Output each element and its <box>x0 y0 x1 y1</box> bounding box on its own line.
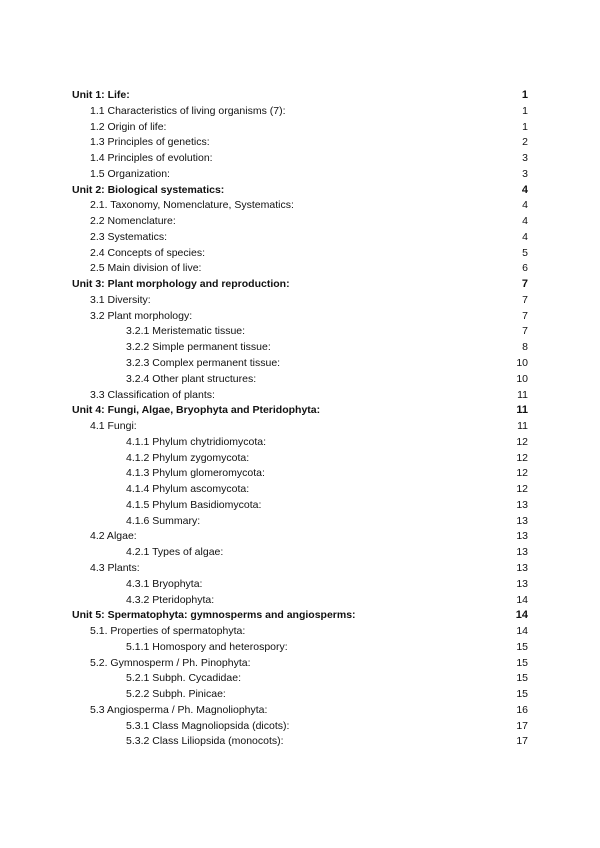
toc-section-entry[interactable] <box>72 624 528 640</box>
toc-subsection-entry[interactable] <box>72 593 528 609</box>
toc-subsection-entry[interactable] <box>72 340 528 356</box>
toc-entry-page-number: 2 <box>522 136 528 149</box>
toc-entry-page-number: 10 <box>516 357 528 370</box>
toc-subsection-entry[interactable] <box>72 719 528 735</box>
toc-entry-page-number: 11 <box>517 388 528 401</box>
toc-section-entry[interactable] <box>72 293 528 309</box>
toc-entry-page-number: 13 <box>516 514 528 527</box>
toc-entry-page-number: 15 <box>516 656 528 669</box>
toc-entry-page-number: 11 <box>517 420 528 433</box>
toc-entry-page-number: 12 <box>516 483 528 496</box>
toc-entry-title: 1.4 Principles of evolution: <box>90 152 213 165</box>
toc-entry-title: 4.1.6 Summary: <box>126 514 201 527</box>
toc-section-entry[interactable] <box>72 388 528 404</box>
toc-section-entry[interactable] <box>72 135 528 151</box>
toc-entry-page-number: 16 <box>516 703 528 716</box>
toc-section-entry[interactable] <box>72 561 528 577</box>
toc-entry-page-number: 13 <box>516 546 528 559</box>
toc-section-entry[interactable] <box>72 214 528 230</box>
toc-entry-page-number: 1 <box>521 89 528 101</box>
toc-entry-title: 5.3 Angiosperma / Ph. Magnoliophyta: <box>90 703 268 716</box>
table-of-contents <box>72 88 528 750</box>
toc-entry-page-number: 7 <box>522 293 528 306</box>
toc-entry-title: 5.2.2 Subph. Pinicae: <box>126 688 226 701</box>
toc-entry-title: 3.2.1 Meristematic tissue: <box>126 325 246 338</box>
toc-entry-title: Unit 1: Life: <box>72 89 130 101</box>
toc-subsection-entry[interactable] <box>72 545 528 561</box>
toc-entry-page-number: 8 <box>522 341 528 354</box>
toc-entry-title: 4.2.1 Types of algae: <box>126 546 224 559</box>
toc-entry-page-number: 3 <box>522 167 528 180</box>
toc-entry-title: 5.3.1 Class Magnoliopsida (dicots): <box>126 719 290 732</box>
toc-entry-page-number: 12 <box>516 435 528 448</box>
toc-entry-page-number: 1 <box>522 104 528 117</box>
toc-section-entry[interactable] <box>72 198 528 214</box>
toc-subsection-entry[interactable] <box>72 324 528 340</box>
toc-entry-page-number: 4 <box>522 230 528 243</box>
toc-entry-page-number: 13 <box>516 577 528 590</box>
toc-entry-page-number: 6 <box>522 262 528 275</box>
toc-entry-title: 3.1 Diversity: <box>90 293 151 306</box>
toc-entry-title: 5.1. Properties of spermatophyta: <box>90 625 246 638</box>
toc-subsection-entry[interactable] <box>72 451 528 467</box>
toc-entry-title: 4.2 Algae: <box>90 530 137 543</box>
toc-entry-title: 2.4 Concepts of species: <box>90 246 205 259</box>
toc-subsection-entry[interactable] <box>72 734 528 750</box>
toc-section-entry[interactable] <box>72 230 528 246</box>
toc-entry-title: Unit 2: Biological systematics: <box>72 183 225 196</box>
toc-entry-title: 4.1.5 Phylum Basidiomycota: <box>126 498 262 511</box>
toc-entry-page-number: 7 <box>522 309 528 322</box>
toc-entry-title: 3.2.4 Other plant structures: <box>126 372 257 385</box>
toc-entry-page-number: 15 <box>516 672 528 685</box>
toc-entry-page-number: 4 <box>521 183 528 196</box>
toc-entry-page-number: 14 <box>516 593 528 606</box>
toc-entry-page-number: 13 <box>516 561 528 574</box>
toc-subsection-entry[interactable] <box>72 671 528 687</box>
toc-entry-title: 1.2 Origin of life: <box>90 120 167 133</box>
toc-entry-page-number: 17 <box>516 719 528 732</box>
toc-section-entry[interactable] <box>72 151 528 167</box>
toc-unit-entry[interactable] <box>72 608 528 624</box>
toc-section-entry[interactable] <box>72 419 528 435</box>
toc-unit-entry[interactable] <box>72 183 528 199</box>
toc-subsection-entry[interactable] <box>72 498 528 514</box>
toc-entry-page-number: 7 <box>521 278 528 291</box>
toc-entry-title: 4.1.1 Phylum chytridiomycota: <box>126 435 267 448</box>
toc-entry-page-number: 15 <box>516 688 528 701</box>
toc-unit-entry[interactable] <box>72 88 528 104</box>
toc-section-entry[interactable] <box>72 167 528 183</box>
toc-entry-title: 4.1.3 Phylum glomeromycota: <box>126 467 265 480</box>
toc-entry-title: 1.1 Characteristics of living organisms (7): <box>90 104 286 117</box>
toc-entry-title: 4.3.1 Bryophyta: <box>126 577 203 590</box>
toc-section-entry[interactable] <box>72 104 528 120</box>
toc-entry-title: 3.2 Plant morphology: <box>90 309 193 322</box>
toc-subsection-entry[interactable] <box>72 687 528 703</box>
toc-entry-page-number: 10 <box>516 372 528 385</box>
toc-entry-page-number: 4 <box>522 215 528 228</box>
toc-entry-title: 3.2.3 Complex permanent tissue: <box>126 357 281 370</box>
toc-section-entry[interactable] <box>72 529 528 545</box>
toc-entry-title: 5.3.2 Class Liliopsida (monocots): <box>126 735 284 748</box>
toc-entry-page-number: 1 <box>522 120 528 133</box>
toc-entry-title: 2.3 Systematics: <box>90 230 168 243</box>
toc-entry-title: 4.3 Plants: <box>90 561 140 574</box>
toc-subsection-entry[interactable] <box>72 356 528 372</box>
toc-entry-page-number: 14 <box>515 609 528 622</box>
toc-entry-title: 4.1 Fungi: <box>90 420 137 433</box>
toc-subsection-entry[interactable] <box>72 640 528 656</box>
toc-entry-page-number: 13 <box>516 530 528 543</box>
toc-subsection-entry[interactable] <box>72 577 528 593</box>
toc-entry-page-number: 3 <box>522 152 528 165</box>
toc-entry-title: 5.1.1 Homospory and heterospory: <box>126 640 288 653</box>
toc-entry-page-number: 13 <box>516 498 528 511</box>
toc-entry-title: Unit 4: Fungi, Algae, Bryophyta and Pteridophyta: <box>72 404 321 417</box>
toc-entry-page-number: 14 <box>516 625 528 638</box>
toc-subsection-entry[interactable] <box>72 482 528 498</box>
toc-entry-title: 4.1.2 Phylum zygomycota: <box>126 451 250 464</box>
toc-entry-page-number: 4 <box>522 199 528 212</box>
toc-entry-title: 3.2.2 Simple permanent tissue: <box>126 341 271 354</box>
toc-entry-title: Unit 3: Plant morphology and reproduction: <box>72 278 290 291</box>
toc-entry-title: 4.1.4 Phylum ascomycota: <box>126 483 250 496</box>
toc-section-entry[interactable] <box>72 120 528 136</box>
toc-entry-title: 2.1. Taxonomy, Nomenclature, Systematics: <box>90 199 294 212</box>
toc-entry-page-number: 11 <box>516 404 528 417</box>
toc-section-entry[interactable] <box>72 309 528 325</box>
toc-entry-title: 3.3 Classification of plants: <box>90 388 215 401</box>
toc-entry-page-number: 15 <box>516 640 528 653</box>
toc-subsection-entry[interactable] <box>72 372 528 388</box>
toc-unit-entry[interactable] <box>72 277 528 293</box>
toc-entry-title: 1.3 Principles of genetics: <box>90 136 210 149</box>
toc-entry-page-number: 12 <box>516 451 528 464</box>
toc-entry-title: 4.3.2 Pteridophyta: <box>126 593 215 606</box>
toc-section-entry[interactable] <box>72 246 528 262</box>
toc-unit-entry[interactable] <box>72 403 528 419</box>
toc-entry-title: Unit 5: Spermatophyta: gymnosperms and angiosperms: <box>72 609 356 622</box>
toc-subsection-entry[interactable] <box>72 466 528 482</box>
toc-section-entry[interactable] <box>72 703 528 719</box>
toc-entry-page-number: 17 <box>516 735 528 748</box>
toc-entry-title: 1.5 Organization: <box>90 167 170 180</box>
toc-entry-page-number: 5 <box>522 246 528 259</box>
toc-entry-title: 5.2. Gymnosperm / Ph. Pinophyta: <box>90 656 251 669</box>
toc-entry-page-number: 12 <box>516 467 528 480</box>
toc-entry-title: 2.5 Main division of live: <box>90 262 202 275</box>
toc-section-entry[interactable] <box>72 656 528 672</box>
toc-entry-title: 5.2.1 Subph. Cycadidae: <box>126 672 241 685</box>
toc-subsection-entry[interactable] <box>72 435 528 451</box>
toc-entry-title: 2.2 Nomenclature: <box>90 215 176 228</box>
toc-subsection-entry[interactable] <box>72 514 528 530</box>
toc-entry-page-number: 7 <box>522 325 528 338</box>
toc-section-entry[interactable] <box>72 261 528 277</box>
